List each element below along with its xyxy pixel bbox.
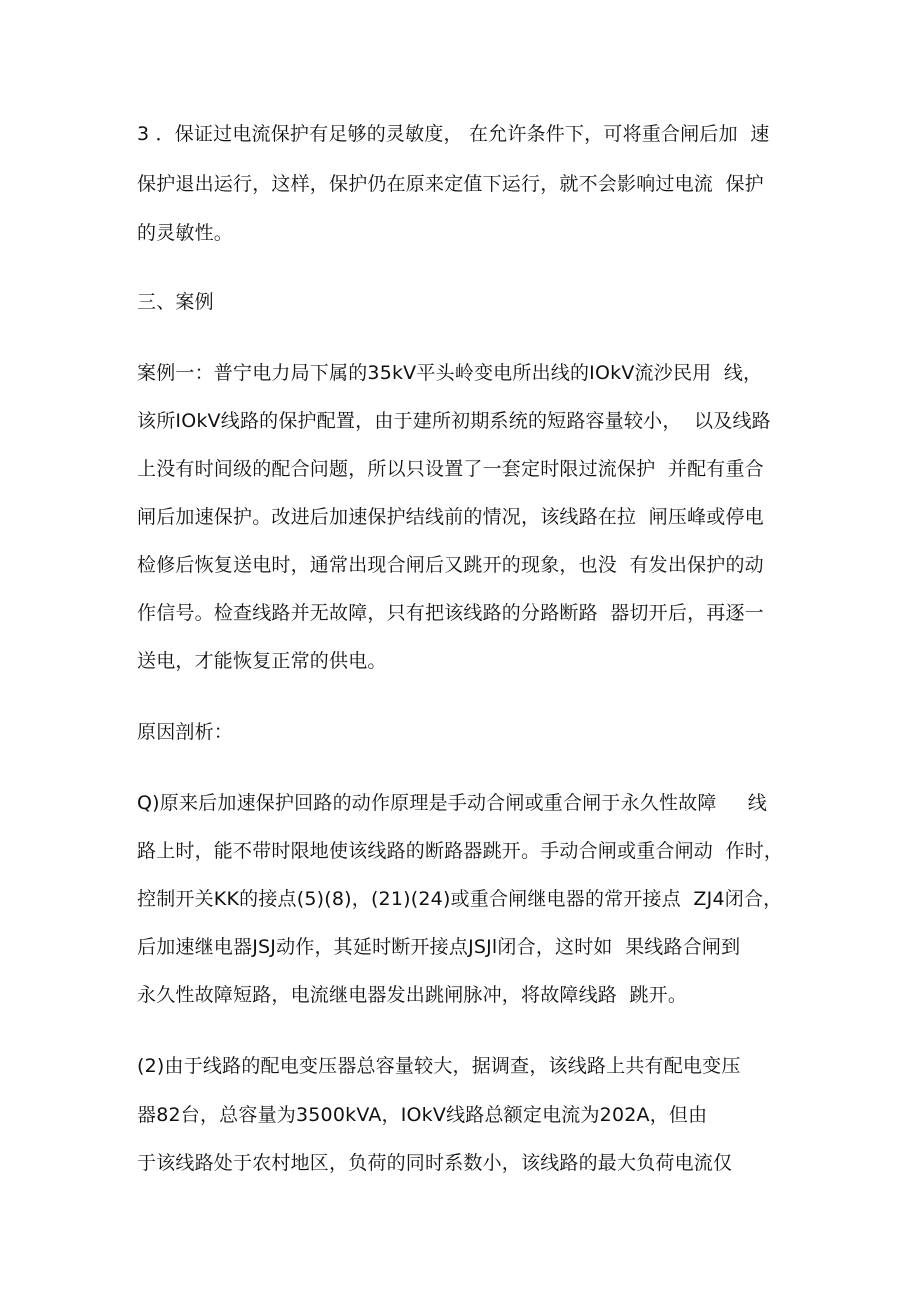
text-line: 上没有时间级的配合问题，所以只设置了一套定时限过流保护 并配有重合 xyxy=(137,458,764,480)
text-line: 案例一：普宁电力局下属的35kV平头岭变电所出线的IOkV流沙民用 线， xyxy=(137,362,763,384)
text-line: 永久性故障短路，电流继电器发出跳闸脉冲，将故障线路 跳开。 xyxy=(137,984,688,1006)
text-line: 检修后恢复送电时，通常出现合闸后又跳开的现象，也没 有发出保护的动 xyxy=(137,554,764,576)
text-line: 送电，才能恢复正常的供电。 xyxy=(137,650,387,672)
text-line: 3 ．保证过电流保护有足够的灵敏度， 在允许条件下，可将重合闸后加 速 xyxy=(137,123,770,145)
text-line: 的灵敏性。 xyxy=(137,222,234,244)
text-line: 器82台，总容量为3500kVA，IOkV线路总额定电流为202A，但由 xyxy=(137,1104,708,1126)
text-line: (2)由于线路的配电变压器总容量较大，据调查，该线路上共有配电变压 xyxy=(137,1055,741,1077)
text-line: 该所IOkV线路的保护配置，由于建所初期系统的短路容量较小， 以及线路 xyxy=(137,410,771,432)
analysis-heading: 原因剖析： xyxy=(137,721,234,743)
section-heading: 三、案例 xyxy=(137,291,214,313)
text-line: 闸后加速保护。改进后加速保护结线前的情况，该线路在拉 闸压峰或停电 xyxy=(137,506,764,528)
text-line: 于该线路处于农村地区，负荷的同时系数小，该线路的最大负荷电流仅 xyxy=(137,1152,733,1174)
text-line: 作信号。检查线路并无故障，只有把该线路的分路断路 器切开后，再逐一 xyxy=(137,602,764,624)
text-line: 保护退出运行，这样，保护仍在原来定值下运行，就不会影响过电流 保护 xyxy=(137,173,764,195)
text-line: Q)原来后加速保护回路的动作原理是手动合闸或重合闸于永久性故障 线 xyxy=(137,792,767,814)
text-line: 后加速继电器JSJ动作，其延时断开接点JSJl闭合，这时如 果线路合闸到 xyxy=(137,936,741,958)
text-line: 路上时，能不带时限地使该线路的断路器跳开。手动合闸或重合闸动 作时， xyxy=(137,840,784,862)
text-line: 控制开关KK的接点(5)(8)，(21)(24)或重合闸继电器的常开接点 ZJ4闭合， xyxy=(137,888,783,910)
